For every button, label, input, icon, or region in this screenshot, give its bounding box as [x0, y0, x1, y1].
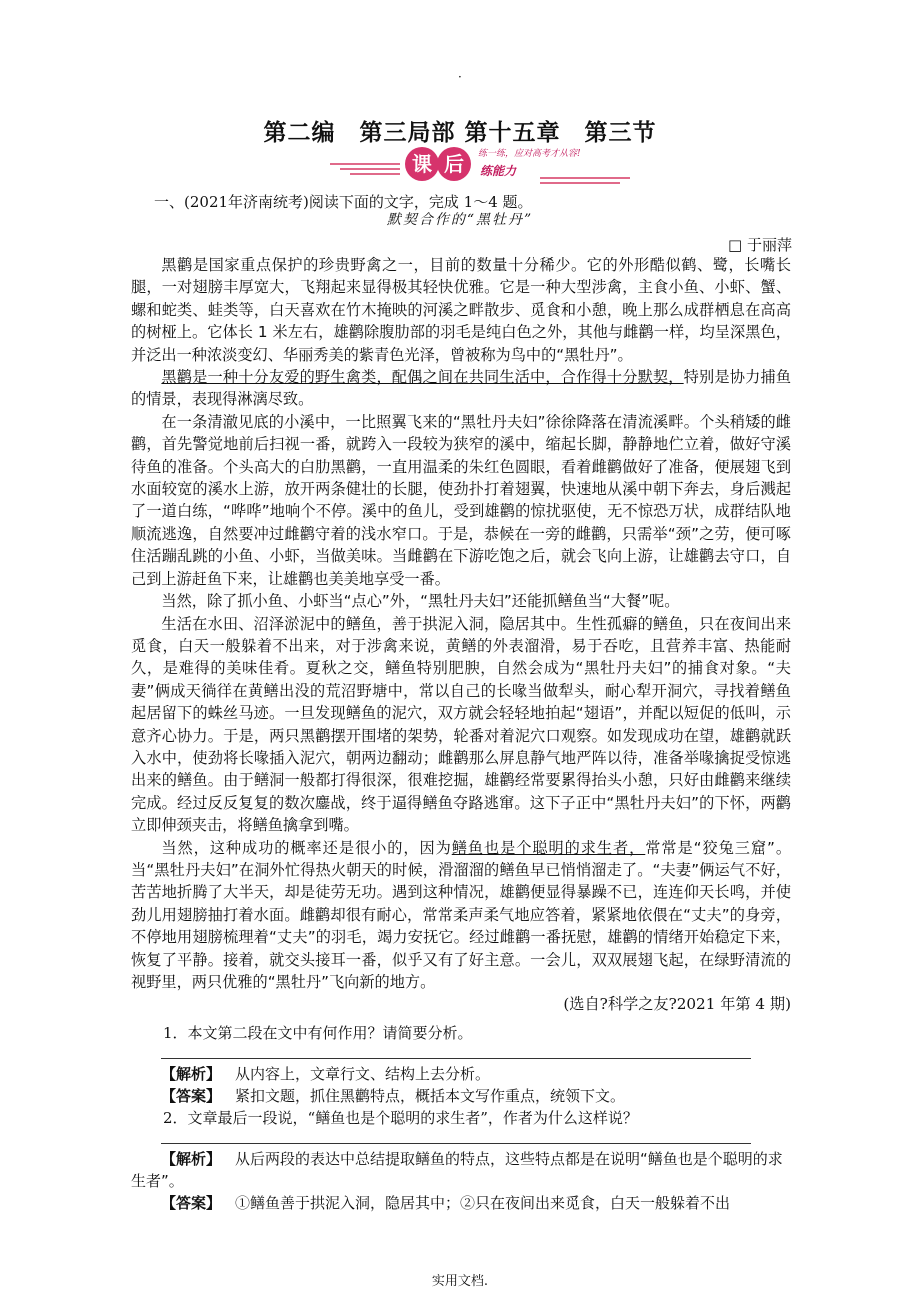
paragraph-6-a: 当然，这种成功的概率还是很小的，因为 — [161, 838, 452, 857]
top-dot: · — [458, 70, 462, 84]
qa-section — [131, 1022, 791, 1214]
analysis-2 — [131, 1148, 791, 1192]
page-title: 第二编 第三局部 第十五章 第三节 — [263, 119, 657, 146]
paragraph-2-rest: 特别是协力捕鱼的情景，表现得淋漓尽致。 — [131, 368, 792, 409]
source-citation: (选自?科学之友?2021 年第 4 期) — [563, 995, 791, 1014]
question-2: 2．文章最后一段说，“鳝鱼也是个聪明的求生者”，作者为什么这样说？ — [163, 1109, 638, 1127]
answer-1-text: 紧扣文题，抓住黑鹳特点，概括本文写作重点，统领下文。 — [235, 1087, 626, 1105]
banner-char-2: 后 — [444, 152, 464, 176]
answer-line-1 — [161, 1044, 751, 1059]
answer-2 — [131, 1192, 791, 1214]
paragraph-2 — [131, 366, 791, 411]
article-title: 默契合作的“黑牡丹” — [386, 212, 534, 228]
analysis-1 — [131, 1063, 791, 1085]
paragraph-6 — [131, 837, 791, 994]
banner-sub: 练能力 — [480, 164, 517, 178]
stripes-left — [330, 164, 400, 174]
underlined-sentence: 黑鹳是一种十分友爱的野生禽类，配偶之间在共同生活中，合作得十分默契， — [161, 368, 684, 387]
analysis-label-2: 【解析】 — [161, 1150, 222, 1168]
question-intro: 一、(2021年济南统考)阅读下面的文字，完成 1～4 题。 — [154, 193, 533, 211]
banner-slogan: 练一练，应对高考才从容! — [478, 149, 581, 159]
answer-1 — [131, 1085, 791, 1107]
paragraph-6-b: 常常是“狡兔三窟”。当“黑牡丹夫妇”在洞外忙得热火朝天的时候，滑溜溜的鳝鱼早已悄悄溜走了。“夫妻”俩运气不好，苦苦地折腾了大半天，却是徒劳无功。遇到这种情况，雄鹳便显得暴躁不已，连连仰天长鸣，并使劲儿用翅膀抽打着水面。雌鹳却很有耐心，常常柔声柔气地应答着，紧紧地依偎在“丈夫”的身旁，不停地用翅膀梳理着“丈夫”的羽毛，竭力安抚它。经过雌鹳一番抚慰，雄鹳的情绪开始稳定下来，恢复了平静。接着，就交头接耳一番，似乎又有了好主意。一会儿，双双展翅飞起，在绿野清流的视野里，两只优雅的“黑牡丹”飞向新的地方。 — [131, 838, 792, 991]
footer: 实用文档. — [431, 1274, 489, 1289]
banner-char-1: 课 — [412, 152, 432, 176]
answer-label-2: 【答案】 — [161, 1194, 222, 1212]
analysis-1-text: 从内容上，文章行文、结构上去分析。 — [235, 1065, 491, 1083]
analysis-label: 【解析】 — [161, 1065, 222, 1083]
stripes-right — [540, 178, 630, 183]
underlined-phrase: 鳝鱼也是个聪明的求生者， — [451, 838, 646, 857]
analysis-2-text: 从后两段的表达中总结提取鳝鱼的特点，这些特点都是在说明“鳝鱼也是个聪明的求生者”。 — [131, 1150, 783, 1190]
answer-line-2 — [161, 1129, 751, 1144]
answer-2-text: ①鳝鱼善于拱泥入洞，隐居其中；②只在夜间出来觅食，白天一般躲着不出 — [235, 1194, 731, 1212]
paragraph-4: 当然，除了抓小鱼、小虾当“点心”外，“黑牡丹夫妇”还能抓鳝鱼当“大餐”呢。 — [161, 592, 680, 611]
paragraph-5: 生活在水田、沼泽淤泥中的鳝鱼，善于拱泥入洞，隐居其中。生性孤癖的鳝鱼，只在夜间出来觅食，白天一般躲着不出来，对于涉禽来说，黄鳝的外表溜滑，易于吞吃，且营养丰富、热能耐久，是难得的美味佳肴。夏秋之交，鳝鱼特别肥腴，自然会成为“黑牡丹夫妇”的捕食对象。“夫妻”俩成天徜徉在黄鳝出没的荒沼野塘中，常以自己的长喙当做犁头，耐心犁开洞穴，寻找着鳝鱼起居留下的蛛丝马迹。一旦发现鳝鱼的泥穴，双方就会轻轻地拍起“翅语”，并配以短促的低叫，示意齐心协力。于是，两只黑鹳摆开围堵的架势，轮番对着泥穴口观察。如发现成功在望，雄鹳就跃入水中，使劲将长喙插入泥穴，朝两边翻动；雌鹳那么屏息静气地严阵以待，准备举喙擒捉受惊逃出来的鳝鱼。由于鳝洞一般都打得很深，很难挖掘，雄鹳经常要累得抬头小憩，只好由雌鹳来继续完成。经过反反复复的数次鏖战，终于逼得鳝鱼夺路逃窜。这下子正中“黑牡丹夫妇”的下怀，两鹳立即伸颈夹击，将鳝鱼擒拿到嘴。 — [131, 614, 791, 835]
question-1: 1．本文第二段在文中有何作用？请简要分析。 — [163, 1024, 473, 1042]
article-body — [131, 254, 791, 1016]
paragraph-1: 黑鹳是国家重点保护的珍贵野禽之一，目前的数量十分稀少。它的外形酷似鹤、鹭，长嘴长腿，一对翅膀丰厚宽大，飞翔起来显得极其轻快优雅。它是一种大型涉禽，主食小鱼、小虾、蟹、螺和蛇类、蛙类等，白天喜欢在竹木掩映的河溪之畔散步、觅食和小憩，晚上那么成群栖息在高高的树桠上。它体长 1 米左右，雄鹳除腹肋部的羽毛是纯白色之外，其他与雌鹳一样，均呈深黑色，并泛出一种浓淡变幻、华丽秀美的紫青色光泽，曾被称为鸟中的“黑牡丹”。 — [131, 256, 791, 364]
paragraph-3: 在一条清澈见底的小溪中，一比照翼飞来的“黑牡丹夫妇”徐徐降落在清流溪畔。个头稍矮的雌鹳，首先警觉地前后扫视一番，就跨入一段较为狭窄的溪中，缩起长脚，静静地伫立着，做好守溪待鱼的准备。个头高大的白肋黑鹳，一直用温柔的朱红色圆眼，看着雌鹳做好了准备，便展翅飞到水面较宽的溪水上游，放开两条健壮的长腿，使劲扑打着翅翼，快速地从溪中朝下奔去，身后溅起了一道白练，“哗哗”地响个不停。溪中的鱼儿，受到雄鹳的惊扰驱使，无不惊恐万状，成群结队地顺流逃逸，自然要冲过雌鹳守着的浅水窄口。于是，恭候在一旁的雌鹳，只需举“颈”之劳，便可啄住活蹦乱跳的小鱼、小虾，当做美味。当雌鹳在下游吃饱之后，就会飞向上游，让雄鹳去守口，自己到上游赶鱼下来，让雄鹳也美美地享受一番。 — [131, 412, 791, 588]
answer-label: 【答案】 — [161, 1087, 222, 1105]
author: □ 于丽萍 — [728, 236, 792, 254]
banner-logo — [330, 142, 630, 188]
